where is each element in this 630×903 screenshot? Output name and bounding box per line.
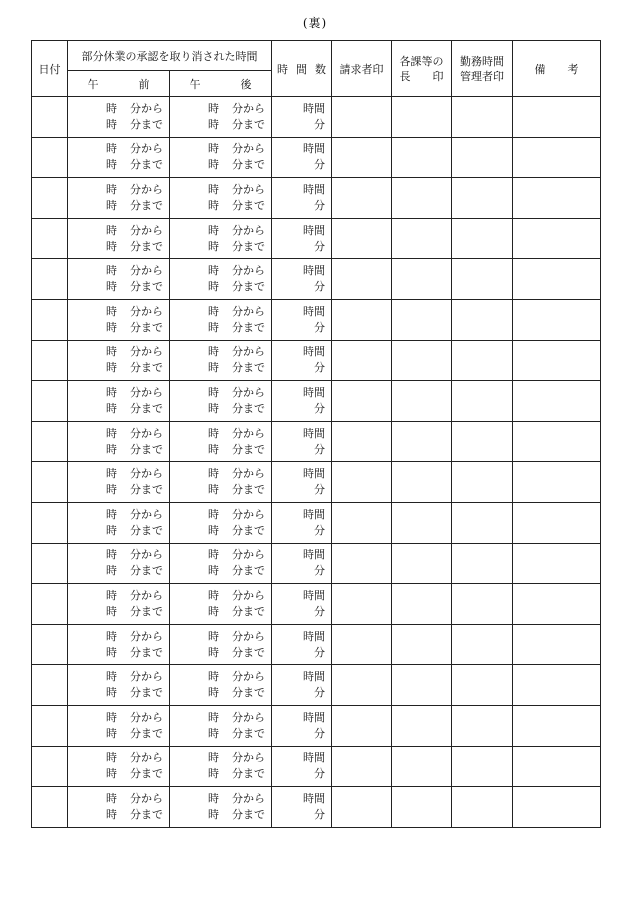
hours-unit-label: 時間	[303, 142, 325, 156]
afternoon-from-line: 時 分から	[208, 710, 265, 724]
remarks-cell[interactable]	[513, 218, 601, 259]
minutes-unit-label: 分	[314, 280, 325, 294]
hours-unit-label: 時間	[303, 345, 325, 359]
time-manager-stamp-cell[interactable]	[452, 543, 513, 584]
hours-count-cell[interactable]	[272, 624, 332, 665]
section-chief-stamp-cell[interactable]	[392, 137, 452, 178]
afternoon-until-line: 時 分まで	[208, 604, 265, 618]
afternoon-time-cell[interactable]	[170, 746, 272, 787]
hours-unit-label: 時間	[303, 751, 325, 765]
hours-count-cell[interactable]	[272, 137, 332, 178]
time-manager-stamp-cell[interactable]	[452, 462, 513, 503]
hours-unit-label: 時間	[303, 264, 325, 278]
section-chief-stamp-cell[interactable]	[392, 543, 452, 584]
afternoon-until-line: 時 分まで	[208, 767, 265, 781]
afternoon-until-line: 時 分まで	[208, 401, 265, 415]
morning-header: 午 前	[68, 71, 170, 97]
hours-unit-label: 時間	[303, 629, 325, 643]
morning-until-line: 時 分まで	[106, 564, 163, 578]
morning-time-cell[interactable]	[68, 665, 170, 706]
remarks-cell[interactable]	[513, 543, 601, 584]
minutes-unit-label: 分	[314, 726, 325, 740]
morning-until-line: 時 分まで	[106, 523, 163, 537]
time-manager-stamp-cell[interactable]	[452, 502, 513, 543]
morning-until-line: 時 分まで	[106, 767, 163, 781]
hours-count-cell[interactable]	[272, 787, 332, 828]
morning-from-line: 時 分から	[106, 629, 163, 643]
afternoon-from-line: 時 分から	[208, 182, 265, 196]
time-manager-stamp-cell[interactable]	[452, 299, 513, 340]
date-cell[interactable]	[32, 97, 68, 138]
hours-count-cell[interactable]	[272, 746, 332, 787]
morning-from-line: 時 分から	[106, 304, 163, 318]
afternoon-from-line: 時 分から	[208, 629, 265, 643]
morning-time-cell[interactable]	[68, 502, 170, 543]
time-manager-stamp-cell[interactable]	[452, 705, 513, 746]
requester-stamp-cell[interactable]	[332, 218, 392, 259]
hours-count-cell[interactable]	[272, 502, 332, 543]
remarks-cell[interactable]	[513, 705, 601, 746]
table-row	[32, 787, 601, 828]
afternoon-until-line: 時 分まで	[208, 564, 265, 578]
morning-until-line: 時 分まで	[106, 280, 163, 294]
time-manager-stamp-cell[interactable]	[452, 218, 513, 259]
requester-stamp-cell[interactable]	[332, 787, 392, 828]
hours-unit-label: 時間	[303, 588, 325, 602]
section-chief-stamp-cell[interactable]	[392, 787, 452, 828]
cancelled-time-header: 部分休業の承認を取り消された時間	[68, 41, 272, 71]
morning-from-line: 時 分から	[106, 182, 163, 196]
requester-stamp-cell[interactable]	[332, 421, 392, 462]
date-cell[interactable]	[32, 787, 68, 828]
requester-stamp-cell[interactable]	[332, 137, 392, 178]
afternoon-from-line: 時 分から	[208, 588, 265, 602]
remarks-cell[interactable]	[513, 746, 601, 787]
morning-from-line: 時 分から	[106, 507, 163, 521]
requester-stamp-cell[interactable]	[332, 462, 392, 503]
morning-from-line: 時 分から	[106, 670, 163, 684]
morning-time-cell[interactable]	[68, 259, 170, 300]
morning-time-cell[interactable]	[68, 543, 170, 584]
requester-stamp-cell[interactable]	[332, 381, 392, 422]
remarks-cell[interactable]	[513, 137, 601, 178]
hours-count-cell[interactable]	[272, 381, 332, 422]
section-chief-stamp-cell[interactable]	[392, 705, 452, 746]
remarks-cell[interactable]	[513, 584, 601, 625]
time-manager-stamp-cell[interactable]	[452, 421, 513, 462]
morning-time-cell[interactable]	[68, 705, 170, 746]
afternoon-until-line: 時 分まで	[208, 361, 265, 375]
requester-stamp-cell[interactable]	[332, 340, 392, 381]
section-chief-stamp-cell[interactable]	[392, 624, 452, 665]
afternoon-until-line: 時 分まで	[208, 442, 265, 456]
minutes-unit-label: 分	[314, 158, 325, 172]
morning-from-line: 時 分から	[106, 710, 163, 724]
morning-time-cell[interactable]	[68, 462, 170, 503]
minutes-unit-label: 分	[314, 807, 325, 821]
afternoon-from-line: 時 分から	[208, 791, 265, 805]
afternoon-from-line: 時 分から	[208, 142, 265, 156]
remarks-header: 備 考	[513, 41, 601, 97]
hours-count-cell[interactable]	[272, 340, 332, 381]
morning-until-line: 時 分まで	[106, 442, 163, 456]
afternoon-time-cell[interactable]	[170, 584, 272, 625]
time-manager-stamp-cell[interactable]	[452, 340, 513, 381]
table-row	[32, 746, 601, 787]
requester-stamp-cell[interactable]	[332, 97, 392, 138]
section-chief-stamp-header: 各課等の 長 印	[392, 41, 452, 97]
morning-time-cell[interactable]	[68, 746, 170, 787]
morning-time-cell[interactable]	[68, 421, 170, 462]
afternoon-time-cell[interactable]	[170, 787, 272, 828]
morning-until-line: 時 分まで	[106, 604, 163, 618]
afternoon-time-cell[interactable]	[170, 178, 272, 219]
requester-stamp-cell[interactable]	[332, 746, 392, 787]
requester-stamp-cell[interactable]	[332, 299, 392, 340]
requester-stamp-cell[interactable]	[332, 543, 392, 584]
morning-until-line: 時 分まで	[106, 361, 163, 375]
date-cell[interactable]	[32, 705, 68, 746]
remarks-cell[interactable]	[513, 421, 601, 462]
section-chief-stamp-cell[interactable]	[392, 502, 452, 543]
morning-until-line: 時 分まで	[106, 807, 163, 821]
hours-unit-label: 時間	[303, 710, 325, 724]
morning-time-cell[interactable]	[68, 624, 170, 665]
morning-from-line: 時 分から	[106, 223, 163, 237]
hours-unit-label: 時間	[303, 101, 325, 115]
afternoon-from-line: 時 分から	[208, 223, 265, 237]
time-manager-stamp-cell[interactable]	[452, 584, 513, 625]
time-manager-stamp-cell[interactable]	[452, 178, 513, 219]
date-cell[interactable]	[32, 543, 68, 584]
afternoon-until-line: 時 分まで	[208, 523, 265, 537]
minutes-unit-label: 分	[314, 442, 325, 456]
table-row	[32, 584, 601, 625]
hours-count-cell[interactable]	[272, 178, 332, 219]
time-manager-stamp-cell[interactable]	[452, 665, 513, 706]
date-cell[interactable]	[32, 259, 68, 300]
afternoon-time-cell[interactable]	[170, 97, 272, 138]
time-manager-stamp-cell[interactable]	[452, 787, 513, 828]
afternoon-from-line: 時 分から	[208, 507, 265, 521]
requester-stamp-cell[interactable]	[332, 624, 392, 665]
afternoon-from-line: 時 分から	[208, 101, 265, 115]
afternoon-time-cell[interactable]	[170, 462, 272, 503]
morning-from-line: 時 分から	[106, 426, 163, 440]
morning-from-line: 時 分から	[106, 142, 163, 156]
afternoon-time-cell[interactable]	[170, 381, 272, 422]
afternoon-until-line: 時 分まで	[208, 726, 265, 740]
table-row	[32, 543, 601, 584]
hours-unit-label: 時間	[303, 507, 325, 521]
remarks-cell[interactable]	[513, 340, 601, 381]
table-row	[32, 705, 601, 746]
date-cell[interactable]	[32, 178, 68, 219]
hours-count-cell[interactable]	[272, 97, 332, 138]
hours-count-cell[interactable]	[272, 218, 332, 259]
minutes-unit-label: 分	[314, 198, 325, 212]
afternoon-until-line: 時 分まで	[208, 198, 265, 212]
remarks-cell[interactable]	[513, 462, 601, 503]
hours-count-cell[interactable]	[272, 299, 332, 340]
date-cell[interactable]	[32, 218, 68, 259]
table-row	[32, 665, 601, 706]
table-row	[32, 502, 601, 543]
time-manager-stamp-cell[interactable]	[452, 137, 513, 178]
section-chief-stamp-cell[interactable]	[392, 665, 452, 706]
afternoon-from-line: 時 分から	[208, 670, 265, 684]
morning-time-cell[interactable]	[68, 340, 170, 381]
table-row	[32, 421, 601, 462]
time-manager-stamp-header: 勤務時間 管理者印	[452, 41, 513, 97]
morning-until-line: 時 分まで	[106, 320, 163, 334]
remarks-cell[interactable]	[513, 624, 601, 665]
morning-from-line: 時 分から	[106, 264, 163, 278]
morning-until-line: 時 分まで	[106, 726, 163, 740]
requester-stamp-cell[interactable]	[332, 178, 392, 219]
table-row	[32, 97, 601, 138]
table-row	[32, 624, 601, 665]
morning-until-line: 時 分まで	[106, 239, 163, 253]
afternoon-time-cell[interactable]	[170, 299, 272, 340]
morning-from-line: 時 分から	[106, 751, 163, 765]
table-row	[32, 381, 601, 422]
table-row	[32, 218, 601, 259]
morning-time-cell[interactable]	[68, 787, 170, 828]
minutes-unit-label: 分	[314, 604, 325, 618]
time-manager-stamp-cell[interactable]	[452, 97, 513, 138]
remarks-cell[interactable]	[513, 259, 601, 300]
afternoon-time-cell[interactable]	[170, 543, 272, 584]
morning-until-line: 時 分まで	[106, 401, 163, 415]
afternoon-time-cell[interactable]	[170, 705, 272, 746]
morning-time-cell[interactable]	[68, 137, 170, 178]
morning-time-cell[interactable]	[68, 97, 170, 138]
partial-leave-cancellation-table	[31, 40, 601, 828]
remarks-cell[interactable]	[513, 381, 601, 422]
time-manager-stamp-cell[interactable]	[452, 259, 513, 300]
hours-count-cell[interactable]	[272, 462, 332, 503]
afternoon-until-line: 時 分まで	[208, 320, 265, 334]
minutes-unit-label: 分	[314, 361, 325, 375]
time-manager-stamp-cell[interactable]	[452, 624, 513, 665]
morning-until-line: 時 分まで	[106, 686, 163, 700]
hours-count-cell[interactable]	[272, 543, 332, 584]
date-cell[interactable]	[32, 381, 68, 422]
hours-unit-label: 時間	[303, 385, 325, 399]
minutes-unit-label: 分	[314, 401, 325, 415]
date-cell[interactable]	[32, 665, 68, 706]
minutes-unit-label: 分	[314, 686, 325, 700]
requester-stamp-header: 請求者印	[332, 41, 392, 97]
section-chief-stamp-cell[interactable]	[392, 299, 452, 340]
table-row	[32, 259, 601, 300]
table-row	[32, 462, 601, 503]
morning-until-line: 時 分まで	[106, 198, 163, 212]
hours-count-cell[interactable]	[272, 665, 332, 706]
morning-from-line: 時 分から	[106, 345, 163, 359]
morning-from-line: 時 分から	[106, 588, 163, 602]
section-chief-stamp-cell[interactable]	[392, 381, 452, 422]
remarks-cell[interactable]	[513, 502, 601, 543]
morning-from-line: 時 分から	[106, 791, 163, 805]
date-cell[interactable]	[32, 421, 68, 462]
afternoon-header: 午 後	[170, 71, 272, 97]
hours-unit-label: 時間	[303, 426, 325, 440]
section-chief-stamp-cell[interactable]	[392, 746, 452, 787]
minutes-unit-label: 分	[314, 767, 325, 781]
table-row	[32, 137, 601, 178]
morning-time-cell[interactable]	[68, 584, 170, 625]
date-cell[interactable]	[32, 502, 68, 543]
minutes-unit-label: 分	[314, 320, 325, 334]
hours-count-cell[interactable]	[272, 259, 332, 300]
afternoon-until-line: 時 分まで	[208, 686, 265, 700]
hours-unit-label: 時間	[303, 223, 325, 237]
requester-stamp-cell[interactable]	[332, 259, 392, 300]
afternoon-until-line: 時 分まで	[208, 645, 265, 659]
section-chief-stamp-cell[interactable]	[392, 421, 452, 462]
requester-stamp-cell[interactable]	[332, 502, 392, 543]
table-row	[32, 299, 601, 340]
table-body	[32, 97, 601, 828]
morning-from-line: 時 分から	[106, 467, 163, 481]
morning-until-line: 時 分まで	[106, 645, 163, 659]
minutes-unit-label: 分	[314, 564, 325, 578]
morning-until-line: 時 分まで	[106, 158, 163, 172]
afternoon-from-line: 時 分から	[208, 304, 265, 318]
afternoon-time-cell[interactable]	[170, 502, 272, 543]
remarks-cell[interactable]	[513, 178, 601, 219]
date-cell[interactable]	[32, 462, 68, 503]
morning-from-line: 時 分から	[106, 548, 163, 562]
afternoon-until-line: 時 分まで	[208, 117, 265, 131]
hours-unit-label: 時間	[303, 548, 325, 562]
afternoon-from-line: 時 分から	[208, 385, 265, 399]
hours-count-cell[interactable]	[272, 705, 332, 746]
afternoon-time-cell[interactable]	[170, 218, 272, 259]
section-chief-stamp-cell[interactable]	[392, 178, 452, 219]
hours-unit-label: 時間	[303, 182, 325, 196]
remarks-cell[interactable]	[513, 299, 601, 340]
time-manager-stamp-cell[interactable]	[452, 746, 513, 787]
table-row	[32, 340, 601, 381]
requester-stamp-cell[interactable]	[332, 584, 392, 625]
afternoon-from-line: 時 分から	[208, 548, 265, 562]
afternoon-until-line: 時 分まで	[208, 280, 265, 294]
date-cell[interactable]	[32, 746, 68, 787]
section-chief-stamp-cell[interactable]	[392, 584, 452, 625]
morning-time-cell[interactable]	[68, 299, 170, 340]
afternoon-time-cell[interactable]	[170, 340, 272, 381]
page-side-label: (裏)	[302, 16, 328, 30]
section-chief-stamp-cell[interactable]	[392, 340, 452, 381]
afternoon-from-line: 時 分から	[208, 264, 265, 278]
date-cell[interactable]	[32, 584, 68, 625]
remarks-cell[interactable]	[513, 97, 601, 138]
morning-until-line: 時 分まで	[106, 117, 163, 131]
afternoon-from-line: 時 分から	[208, 751, 265, 765]
date-cell[interactable]	[32, 299, 68, 340]
morning-time-cell[interactable]	[68, 218, 170, 259]
morning-from-line: 時 分から	[106, 101, 163, 115]
hours-count-header: 時 間 数	[272, 41, 332, 97]
afternoon-until-line: 時 分まで	[208, 807, 265, 821]
section-chief-stamp-cell[interactable]	[392, 259, 452, 300]
minutes-unit-label: 分	[314, 239, 325, 253]
afternoon-from-line: 時 分から	[208, 467, 265, 481]
minutes-unit-label: 分	[314, 483, 325, 497]
time-manager-stamp-cell[interactable]	[452, 381, 513, 422]
date-header: 日付	[32, 41, 68, 97]
minutes-unit-label: 分	[314, 645, 325, 659]
date-cell[interactable]	[32, 137, 68, 178]
morning-from-line: 時 分から	[106, 385, 163, 399]
date-cell[interactable]	[32, 624, 68, 665]
afternoon-time-cell[interactable]	[170, 624, 272, 665]
afternoon-from-line: 時 分から	[208, 345, 265, 359]
afternoon-from-line: 時 分から	[208, 426, 265, 440]
afternoon-time-cell[interactable]	[170, 259, 272, 300]
section-chief-stamp-cell[interactable]	[392, 218, 452, 259]
morning-time-cell[interactable]	[68, 381, 170, 422]
afternoon-time-cell[interactable]	[170, 137, 272, 178]
section-chief-stamp-cell[interactable]	[392, 462, 452, 503]
afternoon-until-line: 時 分まで	[208, 158, 265, 172]
afternoon-until-line: 時 分まで	[208, 239, 265, 253]
remarks-cell[interactable]	[513, 665, 601, 706]
afternoon-time-cell[interactable]	[170, 665, 272, 706]
remarks-cell[interactable]	[513, 787, 601, 828]
requester-stamp-cell[interactable]	[332, 665, 392, 706]
hours-unit-label: 時間	[303, 304, 325, 318]
hours-unit-label: 時間	[303, 467, 325, 481]
requester-stamp-cell[interactable]	[332, 705, 392, 746]
hours-unit-label: 時間	[303, 670, 325, 684]
morning-until-line: 時 分まで	[106, 483, 163, 497]
afternoon-time-cell[interactable]	[170, 421, 272, 462]
minutes-unit-label: 分	[314, 117, 325, 131]
minutes-unit-label: 分	[314, 523, 325, 537]
hours-count-cell[interactable]	[272, 584, 332, 625]
section-chief-stamp-cell[interactable]	[392, 97, 452, 138]
morning-time-cell[interactable]	[68, 178, 170, 219]
afternoon-until-line: 時 分まで	[208, 483, 265, 497]
date-cell[interactable]	[32, 340, 68, 381]
hours-unit-label: 時間	[303, 791, 325, 805]
table-row	[32, 178, 601, 219]
hours-count-cell[interactable]	[272, 421, 332, 462]
